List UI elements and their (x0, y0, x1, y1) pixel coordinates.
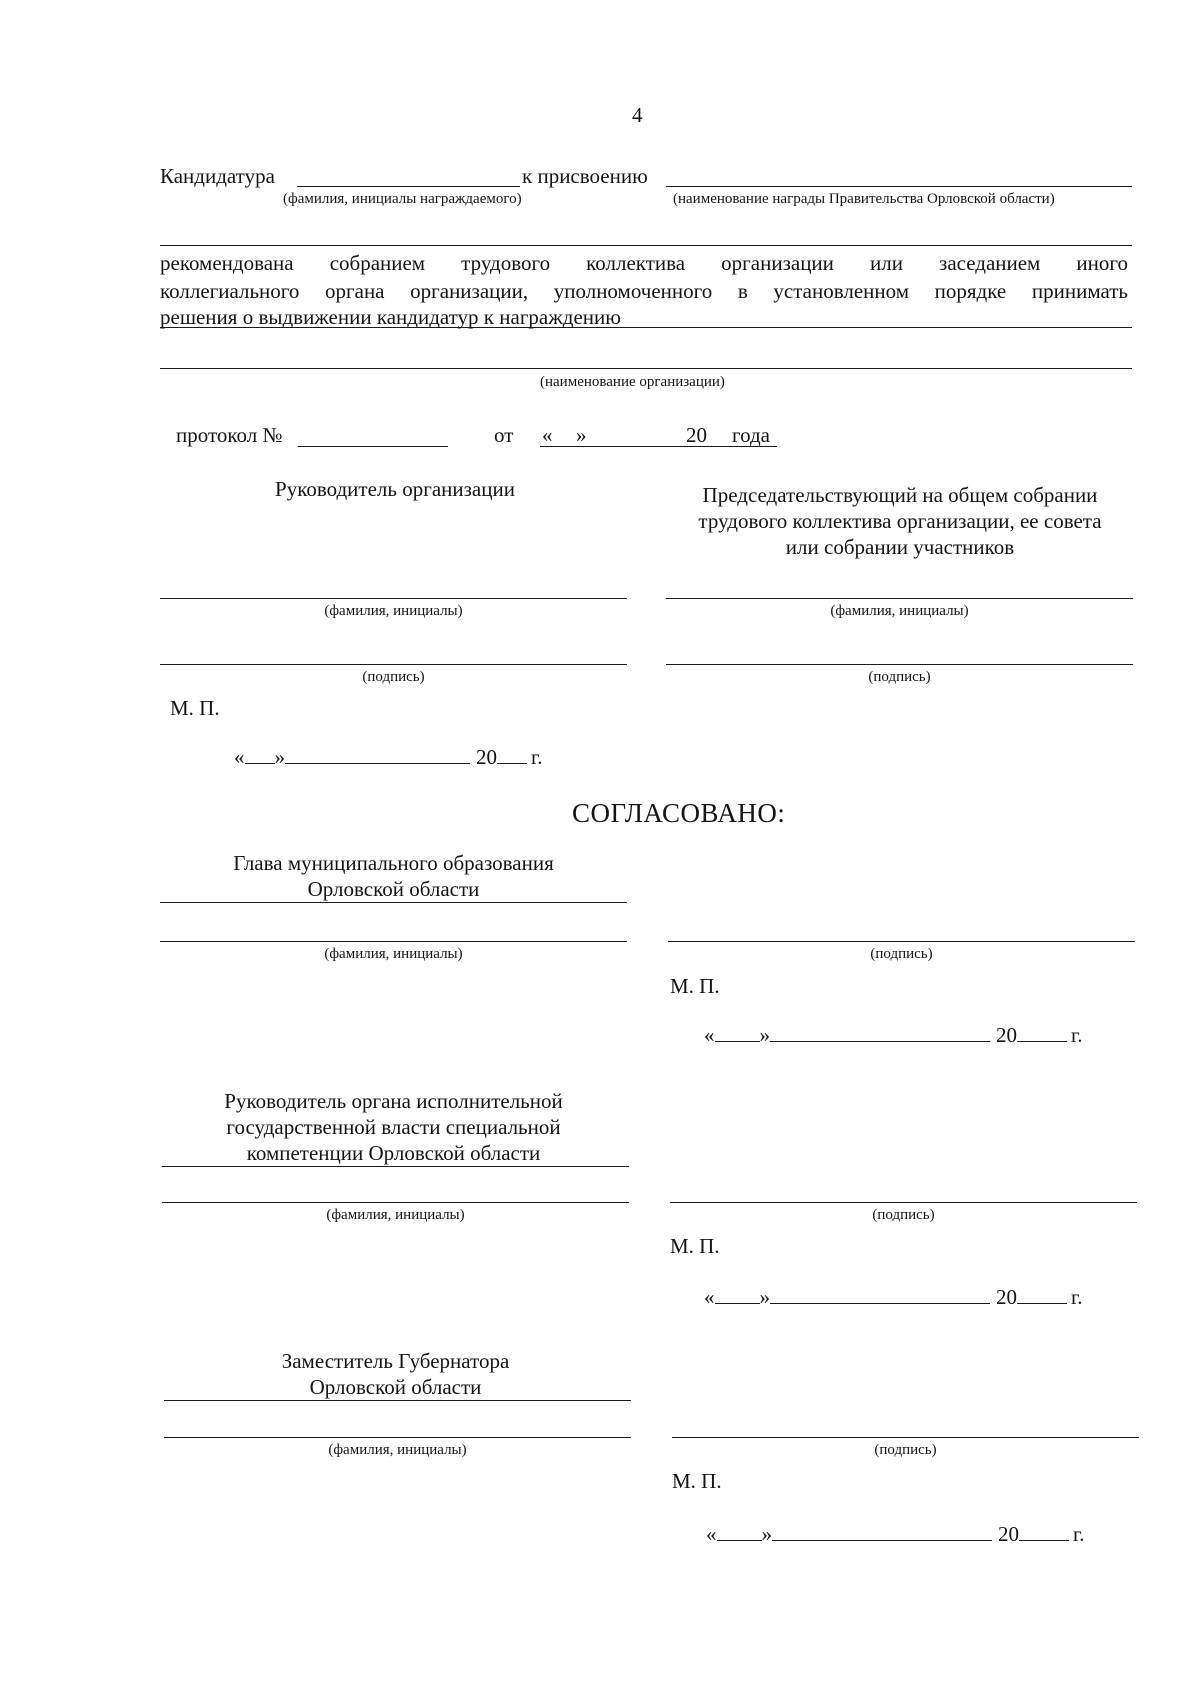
award-label: к присвоению (522, 164, 648, 188)
protocol-from-label: от (494, 423, 514, 447)
approval-2-hint-signature: (подпись) (872, 1207, 935, 1223)
approval-3-signature-field[interactable] (672, 1437, 1139, 1438)
approval-1-title-line-1: Глава муниципального образования (233, 851, 554, 875)
left-name-field[interactable] (160, 598, 627, 599)
recommendation-line-1: рекомендована собранием трудового коллектива организации или заседанием иного (160, 251, 1128, 275)
approval-3-title-underline (164, 1400, 631, 1401)
award-name-field[interactable] (666, 186, 1132, 187)
approval-1-date[interactable] (704, 1022, 1083, 1048)
approval-2-date[interactable] (704, 1284, 1083, 1310)
approval-3-date[interactable] (706, 1521, 1085, 1547)
approval-3-hint-name: (фамилия, инициалы) (328, 1442, 467, 1458)
date-quote-open: « (704, 1023, 715, 1047)
approval-1-hint-signature: (подпись) (870, 946, 933, 962)
date-year-suffix: г. (1071, 1023, 1083, 1047)
date-quote-close: » (759, 1285, 770, 1309)
recommendation-underline (160, 327, 1132, 328)
date-year-prefix: 20 (996, 1023, 1017, 1047)
protocol-date-field[interactable] (540, 446, 777, 447)
date-month-field[interactable] (285, 745, 470, 764)
hint-candidate-name: (фамилия, инициалы награждаемого) (283, 191, 522, 207)
date-month-field[interactable] (772, 1522, 992, 1541)
hint-right-signature: (подпись) (868, 669, 931, 685)
approval-2-stamp: М. П. (670, 1234, 720, 1258)
date-year-field[interactable] (1017, 1023, 1067, 1042)
right-signatory-title-line-2: трудового коллектива организации, ее совета (698, 509, 1102, 533)
protocol-quote-open: « (542, 423, 553, 447)
right-name-field[interactable] (666, 598, 1133, 599)
approval-2-hint-name: (фамилия, инициалы) (326, 1207, 465, 1223)
page-number: 4 (632, 103, 643, 127)
hint-organization: (наименование организации) (540, 374, 725, 390)
right-signature-field[interactable] (666, 664, 1133, 665)
date-year-prefix: 20 (996, 1285, 1017, 1309)
date-year-prefix: 20 (476, 745, 497, 769)
approval-1-stamp: М. П. (670, 974, 720, 998)
date-year-suffix: г. (1071, 1285, 1083, 1309)
recommendation-line-3: решения о выдвижении кандидатур к награждению (160, 305, 621, 329)
approval-1-hint-name: (фамилия, инициалы) (324, 946, 463, 962)
date-quote-open: « (704, 1285, 715, 1309)
approval-1-title-underline (160, 902, 627, 903)
approval-1-signature-field[interactable] (668, 941, 1135, 942)
left-signature-field[interactable] (160, 664, 627, 665)
date-year-field[interactable] (497, 745, 527, 764)
date-year-prefix: 20 (998, 1522, 1019, 1546)
date-day-field[interactable] (715, 1285, 760, 1304)
hint-left-signature: (подпись) (362, 669, 425, 685)
approval-2-title-line-1: Руководитель органа исполнительной (224, 1089, 563, 1113)
blank-line[interactable] (160, 245, 1132, 246)
candidate-name-field[interactable] (297, 186, 520, 187)
date-day-field[interactable] (717, 1522, 762, 1541)
approval-3-stamp: М. П. (672, 1469, 722, 1493)
protocol-year-suffix: года (732, 423, 770, 447)
date-year-suffix: г. (1073, 1522, 1085, 1546)
date-quote-close: » (761, 1522, 772, 1546)
date-month-field[interactable] (770, 1023, 990, 1042)
date-field-organization[interactable] (234, 744, 543, 770)
protocol-number-field[interactable] (298, 446, 448, 447)
right-signatory-title-line-1: Председательствующий на общем собрании (702, 483, 1098, 507)
approval-3-title-line-2: Орловской области (309, 1375, 482, 1399)
approval-2-name-field[interactable] (162, 1202, 629, 1203)
protocol-label: протокол № (176, 423, 283, 447)
date-quote-close: » (274, 745, 285, 769)
hint-left-name: (фамилия, инициалы) (324, 603, 463, 619)
date-year-field[interactable] (1017, 1285, 1067, 1304)
approval-2-title-underline (162, 1166, 629, 1167)
date-quote-open: « (706, 1522, 717, 1546)
protocol-quote-close: » (576, 423, 587, 447)
approval-3-name-field[interactable] (164, 1437, 631, 1438)
protocol-year-prefix: 20 (686, 423, 707, 447)
approval-2-signature-field[interactable] (670, 1202, 1137, 1203)
hint-right-name: (фамилия, инициалы) (830, 603, 969, 619)
date-year-suffix: г. (531, 745, 543, 769)
approval-1-title-line-2: Орловской области (307, 877, 480, 901)
candidate-label: Кандидатура (160, 164, 275, 188)
left-signatory-title: Руководитель организации (275, 477, 515, 501)
date-quote-close: » (759, 1023, 770, 1047)
organization-field[interactable] (160, 368, 1132, 369)
approval-3-title-line-1: Заместитель Губернатора (281, 1349, 510, 1373)
stamp-label: М. П. (170, 696, 220, 720)
approval-3-hint-signature: (подпись) (874, 1442, 937, 1458)
right-signatory-title-line-3: или собрании участников (785, 535, 1015, 559)
date-day-field[interactable] (715, 1023, 760, 1042)
date-year-field[interactable] (1019, 1522, 1069, 1541)
approval-2-title-line-3: компетенции Орловской области (246, 1141, 541, 1165)
date-month-field[interactable] (770, 1285, 990, 1304)
hint-award-name: (наименование награды Правительства Орловской области) (673, 191, 1055, 207)
date-day-field[interactable] (245, 745, 275, 764)
approved-heading: СОГЛАСОВАНО: (572, 798, 786, 828)
approval-2-title-line-2: государственной власти специальной (226, 1115, 561, 1139)
date-quote-open: « (234, 745, 245, 769)
approval-1-name-field[interactable] (160, 941, 627, 942)
recommendation-line-2: коллегиального органа организации, уполномоченного в установленном порядке принимать (160, 279, 1128, 303)
